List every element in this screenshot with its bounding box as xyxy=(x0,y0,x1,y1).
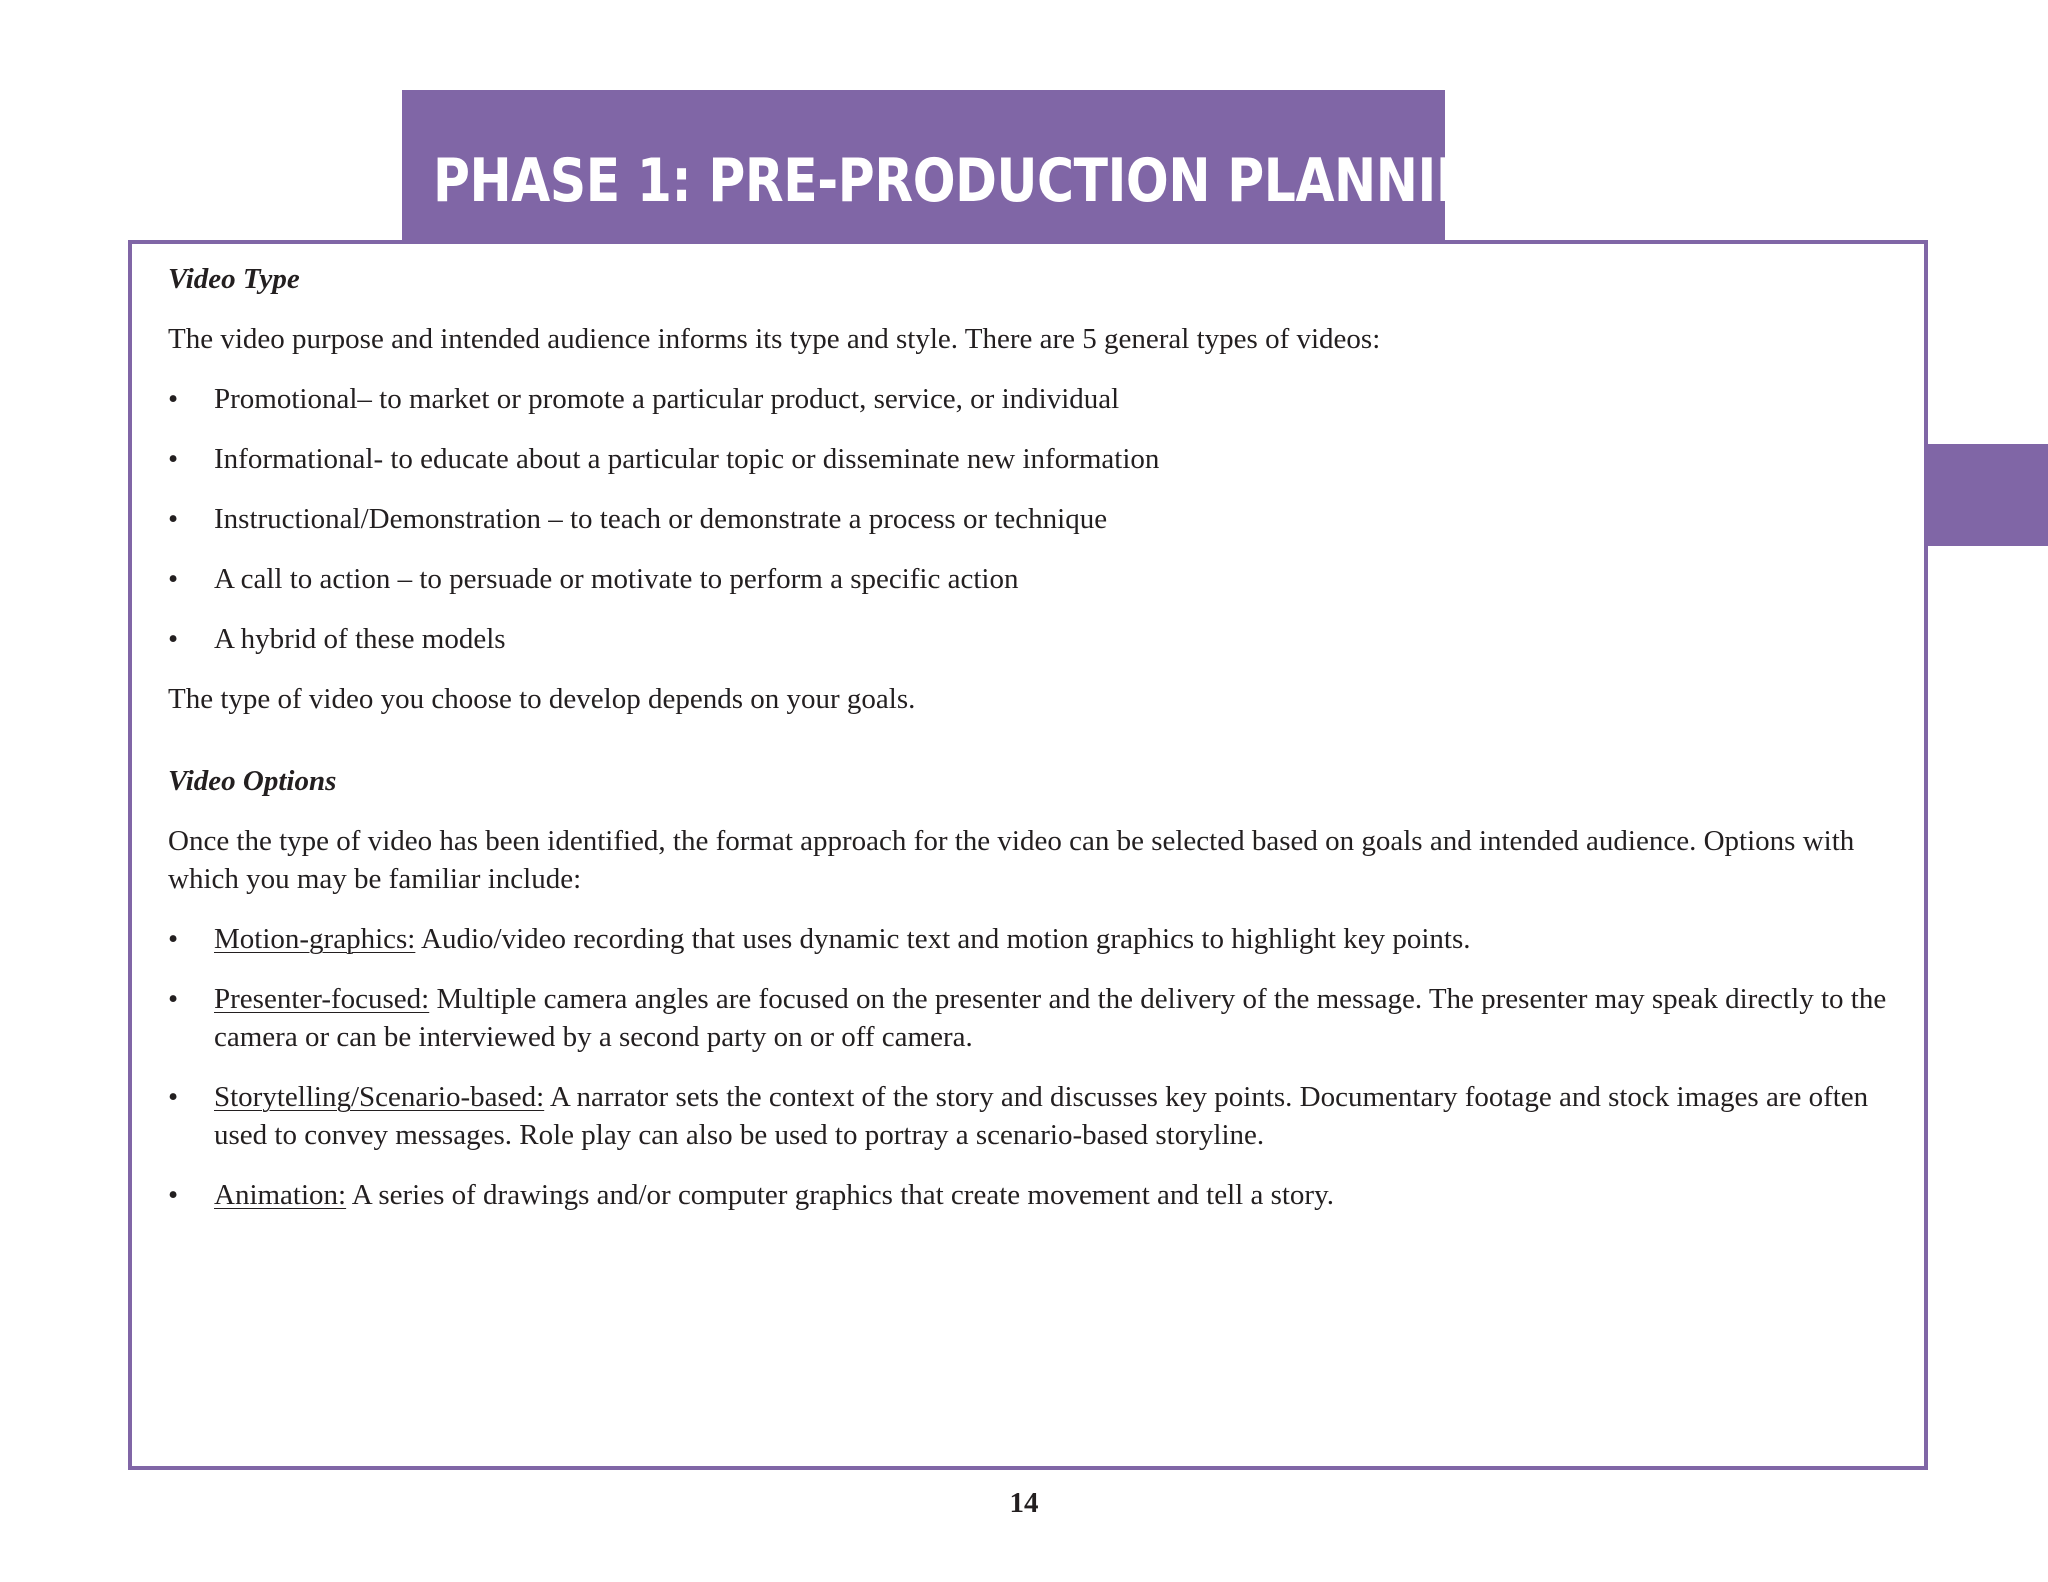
video-type-item-text: A hybrid of these models xyxy=(214,623,506,655)
video-option-description: A series of drawings and/or computer graphics that create movement and tell a story. xyxy=(346,1179,1334,1211)
bullet-icon: • xyxy=(168,563,179,595)
video-type-list xyxy=(168,380,1888,658)
video-options-intro: Once the type of video has been identified, the format approach for the video can be selected based on goals and intended audience. Options with which you may be familiar include: xyxy=(168,825,1855,895)
video-option-term: Motion-graphics: xyxy=(214,923,416,955)
video-type-closing: The type of video you choose to develop depends on your goals. xyxy=(168,683,916,715)
bullet-icon: • xyxy=(168,923,179,955)
video-type-item-text: Informational- to educate about a particular topic or disseminate new information xyxy=(214,443,1160,475)
video-option-animation xyxy=(168,1176,1888,1214)
bullet-icon: • xyxy=(168,623,179,655)
bullet-icon: • xyxy=(168,1081,179,1113)
video-option-description: Audio/video recording that uses dynamic text and motion graphics to highlight key points. xyxy=(415,923,1471,955)
video-option-presenter-focused xyxy=(168,980,1888,1056)
video-options-list xyxy=(168,920,1888,1214)
section-spacer xyxy=(168,740,1888,762)
video-options-heading: Video Options xyxy=(168,765,337,797)
video-option-description: Multiple camera angles are focused on the presenter and the delivery of the message. The presenter may speak directly to the camera or can be interviewed by a second party on or off camera. xyxy=(214,983,1887,1053)
bullet-icon: • xyxy=(168,983,179,1015)
bullet-icon: • xyxy=(168,503,179,535)
video-type-heading: Video Type xyxy=(168,263,300,295)
video-type-item-hybrid xyxy=(168,620,1888,658)
video-option-description: A narrator sets the context of the story and discusses key points. Documentary footage and stock images are often used to convey messages. Role play can also be used to portray a scenario-based storyline. xyxy=(214,1081,1869,1151)
title-banner xyxy=(402,90,1519,242)
video-type-item-call-to-action xyxy=(168,560,1888,598)
main-content xyxy=(168,260,1888,1236)
video-option-storytelling xyxy=(168,1078,1888,1154)
video-option-term: Presenter-focused: xyxy=(214,983,430,1015)
video-type-item-text: Instructional/Demonstration – to teach or demonstrate a process or technique xyxy=(214,503,1108,535)
page-number: 14 xyxy=(1009,1487,1039,1519)
video-type-item-promotional xyxy=(168,380,1888,418)
bullet-icon: • xyxy=(168,443,179,475)
video-type-intro: The video purpose and intended audience informs its type and style. There are 5 general types of videos: xyxy=(168,323,1381,355)
bullet-icon: • xyxy=(168,383,179,415)
video-option-motion-graphics xyxy=(168,920,1888,958)
bullet-icon: • xyxy=(168,1179,179,1211)
page-title: PHASE 1: PRE-PRODUCTION PLANNING xyxy=(433,146,1519,216)
side-tab-marker xyxy=(1926,444,2048,546)
video-type-item-informational xyxy=(168,440,1888,478)
video-type-item-text: A call to action – to persuade or motivate to perform a specific action xyxy=(214,563,1019,595)
video-option-term: Animation: xyxy=(214,1179,347,1211)
video-option-term: Storytelling/Scenario-based: xyxy=(214,1081,545,1113)
video-type-item-text: Promotional– to market or promote a particular product, service, or individual xyxy=(214,383,1120,415)
video-type-item-instructional xyxy=(168,500,1888,538)
